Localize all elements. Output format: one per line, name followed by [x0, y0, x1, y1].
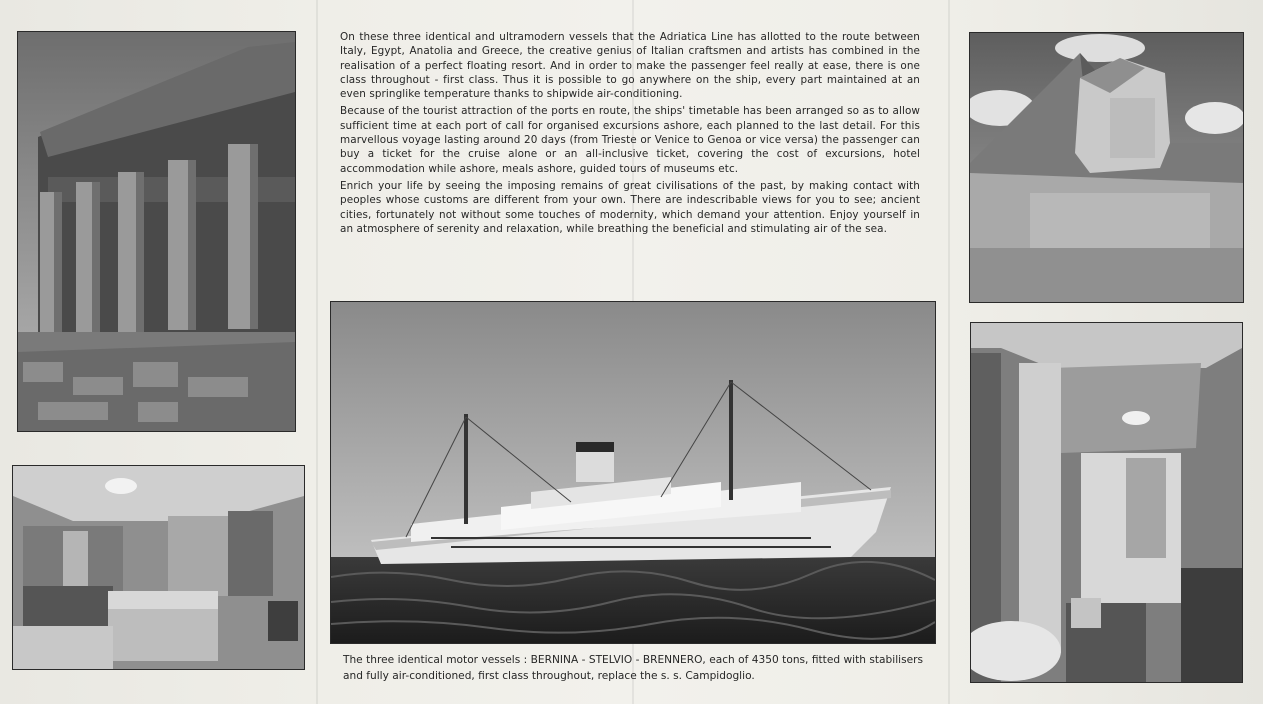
cabin-photo-left [12, 465, 305, 670]
paragraph-excursions: Because of the tourist attraction of the ports en route, the ships' timetable has been arranged so as to allow sufficient time at each port of call for organised excursions ashore, each planned to the last detail. For this marvellous voyage lasting around 20 days (from Trieste or Venice to Genoa or vice versa) the passenger can buy a ticket for the cruise alone or an all-inclusive ticket, covering the cost of excursions, hotel accommodation while ashore, meals ashore, guided tours of museums etc. [340, 105, 920, 175]
parthenon-photo [17, 31, 296, 432]
sphinx-photo [969, 32, 1244, 303]
fold-line-right [948, 0, 950, 704]
paragraph-enrich: Enrich your life by seeing the imposing remains of great civilisations of the past, by making contact with peoples whose customs are different from your own. There are indescribable views for you to see; ancient cities, fortunately not without some touches of modernity, which demand your attention. Enjoy yourself in an atmosphere of serenity and relaxation, while breathing the beneficial and stimulating air of the sea. [340, 179, 920, 235]
ship-painting [330, 301, 936, 644]
ship-caption: The three identical motor vessels : BERNINA - STELVIO - BRENNERO, each of 4350 tons, fitted with stabilisers and fully air-conditioned, first class throughout, replace the s. s. Campidoglio. [343, 654, 923, 682]
fold-line-left [316, 0, 318, 704]
cabin-photo-right [970, 322, 1243, 683]
brochure-text [340, 30, 920, 239]
paragraph-intro: On these three identical and ultramodern vessels that the Adriatica Line has allotted to the route between Italy, Egypt, Anatolia and Greece, the creative genius of Italian craftsmen and artists has combined in the realisation of a perfect floating resort. And in order to make the passenger feel really at ease, there is one class throughout - first class. Thus it is possible to go anywhere on the ship, every part maintained at an even springlike temperature thanks to shipwide air-conditioning. [340, 31, 920, 101]
